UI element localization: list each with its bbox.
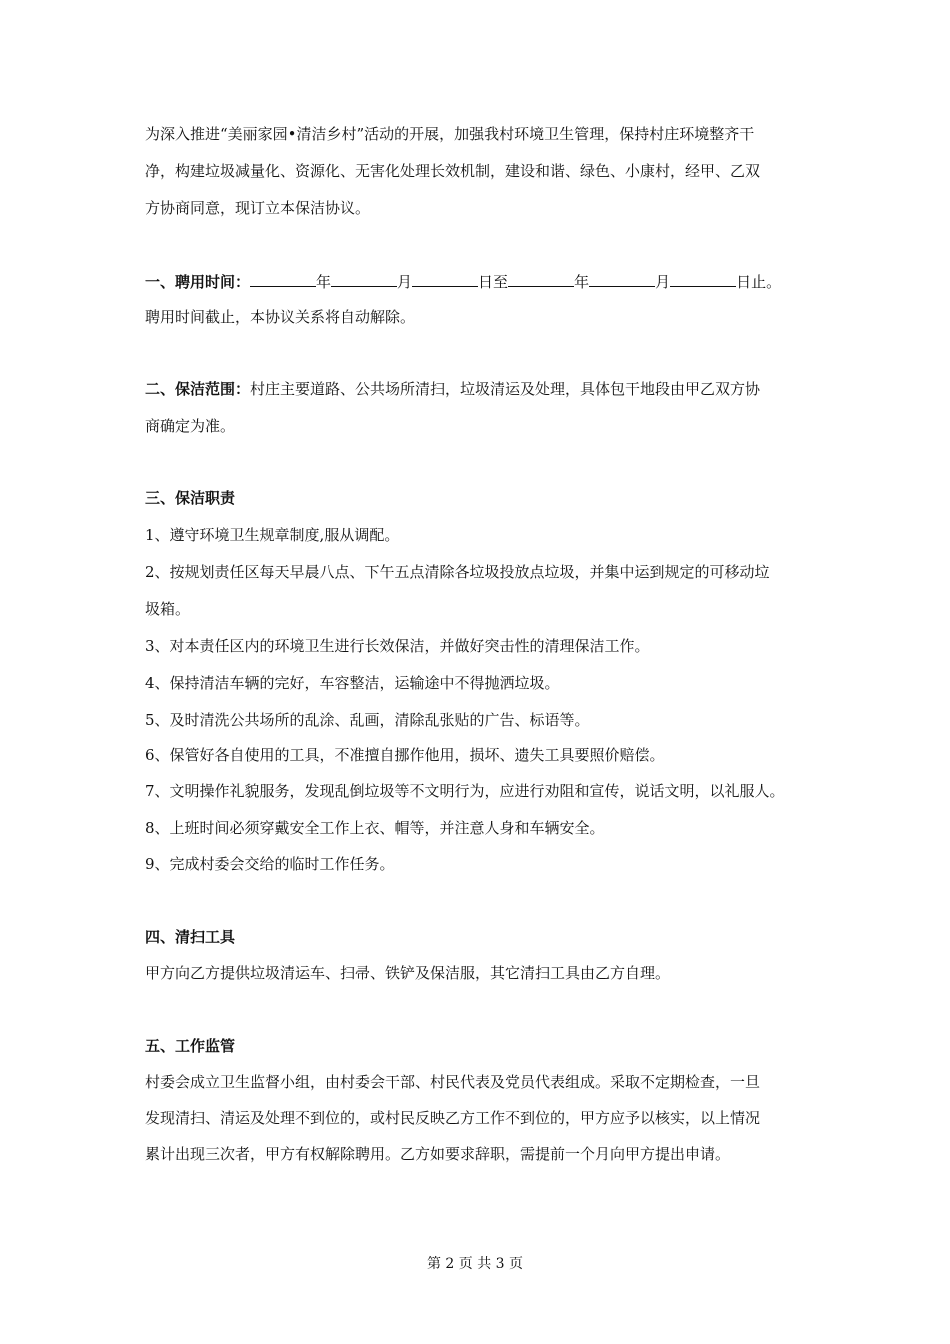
blank-field[interactable]: [412, 270, 478, 287]
blank-field[interactable]: [589, 270, 655, 287]
list-item: 3、对本责任区内的环境卫生进行长效保洁，并做好突击性的清理保洁工作。: [145, 637, 650, 655]
intro-line-1: 为深入推进“美丽家园•清洁乡村”活动的开展，加强我村环境卫生管理，保持村庄环境整齐干: [145, 125, 755, 143]
blank-field[interactable]: [250, 270, 316, 287]
page-number: 第 2 页 共 3 页: [426, 1256, 524, 1272]
intro-line-2: 净，构建垃圾减量化、资源化、无害化处理长效机制，建设和谐、绿色、小康村，经甲、乙双: [145, 162, 761, 180]
day-end-label: 日止。: [736, 273, 782, 291]
section5-line-3: 累计出现三次者，甲方有权解除聘用。乙方如要求辞职，需提前一个月向甲方提出申请。: [145, 1145, 731, 1163]
section5-heading: 五、工作监管: [145, 1037, 236, 1055]
section4-line-1: 甲方向乙方提供垃圾清运车、扫帚、铁铲及保洁服，其它清扫工具由乙方自理。: [145, 964, 671, 982]
list-item: 7、文明操作礼貌服务，发现乱倒垃圾等不文明行为，应进行劝阻和宣传，说话文明，以礼服人。: [145, 782, 785, 800]
section2-line-1: [145, 379, 760, 399]
section5-line-2: 发现清扫、清运及处理不到位的，或村民反映乙方工作不到位的，甲方应予以核实，以上情况: [145, 1109, 761, 1127]
section1-heading: 一、聘用时间：: [145, 273, 251, 291]
blank-field[interactable]: [508, 270, 574, 287]
month-label: 月: [397, 273, 413, 291]
section4-heading: 四、清扫工具: [145, 928, 236, 946]
day-to-label: 日至: [478, 273, 509, 291]
list-item: 1、遵守环境卫生规章制度,服从调配。: [145, 526, 400, 544]
list-item: 4、保持清洁车辆的完好，车容整洁，运输途中不得抛洒垃圾。: [145, 674, 560, 692]
section2-line-2: 商确定为准。: [145, 417, 236, 435]
year-label: 年: [574, 273, 590, 291]
list-item: 2、按规划责任区每天早晨八点、下午五点清除各垃圾投放点垃圾，并集中运到规定的可移动垃: [145, 563, 770, 581]
blank-field[interactable]: [331, 270, 397, 287]
section2-heading: 二、保洁范围：: [145, 380, 251, 398]
list-item: 8、上班时间必须穿戴安全工作上衣、帽等，并注意人身和车辆安全。: [145, 819, 605, 837]
month-label: 月: [655, 273, 671, 291]
list-item: 5、及时清洗公共场所的乱涂、乱画，清除乱张贴的广告、标语等。: [145, 711, 590, 729]
intro-line-3: 方协商同意，现订立本保洁协议。: [145, 199, 371, 217]
blank-field[interactable]: [670, 270, 736, 287]
year-label: 年: [316, 273, 332, 291]
section5-line-1: 村委会成立卫生监督小组，由村委会干部、村民代表及党员代表组成。采取不定期检查，一旦: [145, 1073, 761, 1091]
section2-text: 村庄主要道路、公共场所清扫，垃圾清运及处理，具体包干地段由甲乙双方协: [250, 380, 761, 398]
section1-line-1: [145, 270, 781, 292]
section3-heading: 三、保洁职责: [145, 489, 236, 507]
list-item: 圾箱。: [145, 600, 191, 618]
list-item: 9、完成村委会交给的临时工作任务。: [145, 855, 395, 873]
list-item: 6、保管好各自使用的工具，不准擅自挪作他用，损坏、遗失工具要照价赔偿。: [145, 746, 665, 764]
section1-line-2: 聘用时间截止，本协议关系将自动解除。: [145, 308, 416, 326]
